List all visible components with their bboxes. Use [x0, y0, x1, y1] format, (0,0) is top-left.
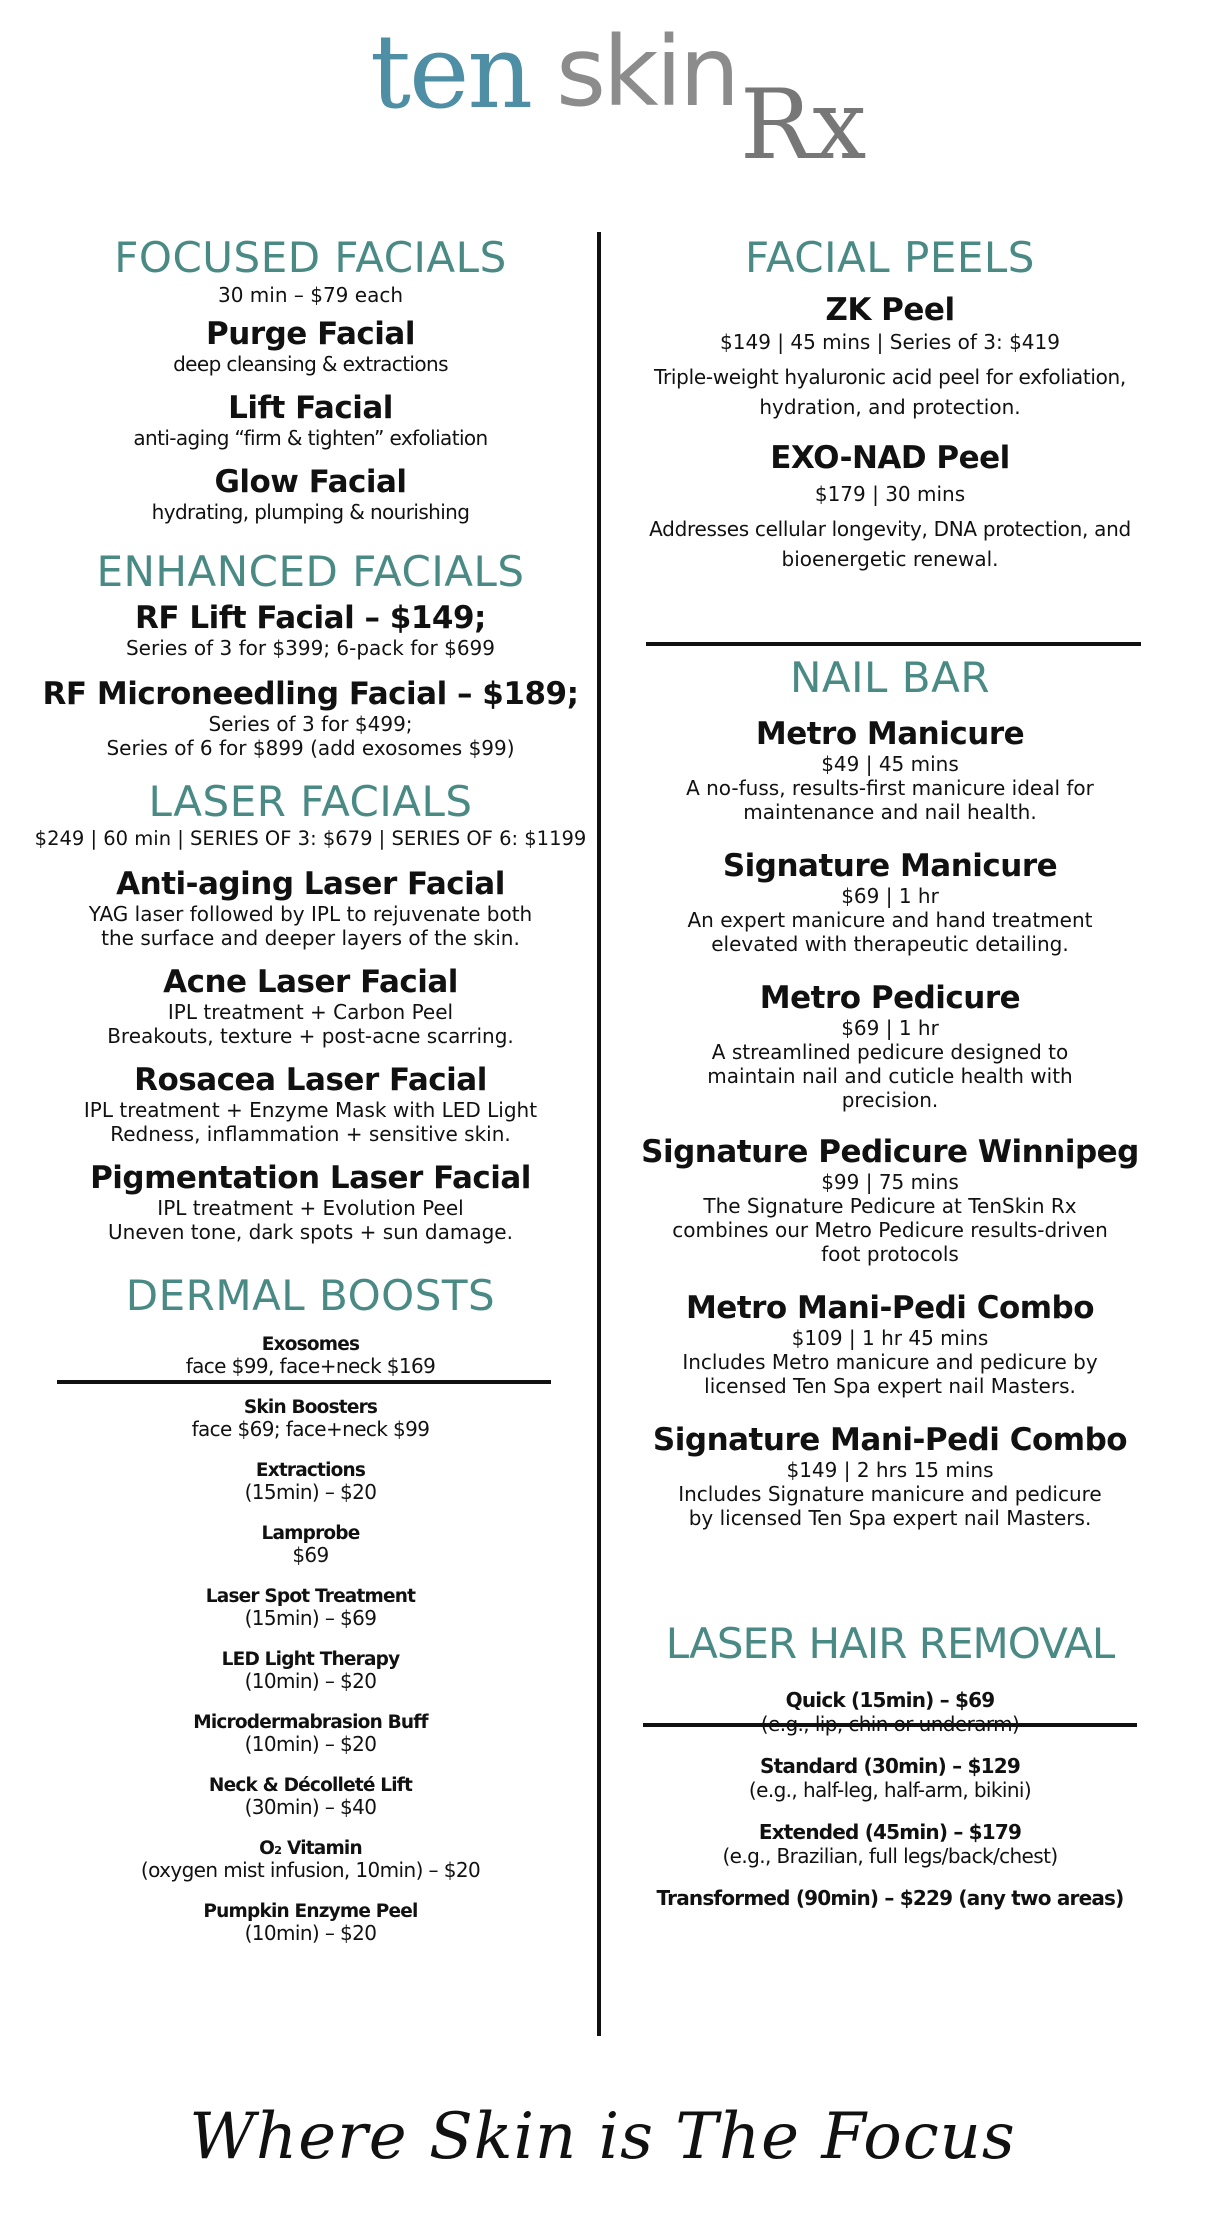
service-line: Addresses cellular longevity, DNA protection, and: [649, 517, 1131, 541]
service-desc: anti-aging “firm & tighten” exfoliation: [133, 426, 488, 450]
service-name: Signature Pedicure Winnipeg: [641, 1134, 1139, 1170]
service-name: Purge Facial: [206, 316, 415, 352]
service-name: Lift Facial: [228, 390, 393, 426]
lhr-item: [630, 1886, 1150, 1910]
service-name: Anti-aging Laser Facial: [116, 866, 505, 902]
lhr-detail: (e.g., lip, chin or underarm): [760, 1712, 1020, 1736]
service-item: [8, 600, 613, 660]
service-name: Signature Mani-Pedi Combo: [652, 1422, 1128, 1458]
service-line: IPL treatment + Enzyme Mask with LED Light: [83, 1098, 538, 1122]
service-line: IPL treatment + Carbon Peel: [167, 1000, 454, 1024]
service-line: $99 | 75 mins: [821, 1170, 959, 1194]
boost-name: Exosomes: [261, 1334, 360, 1355]
service-line: Series of 3 for $399; 6-pack for $699: [125, 636, 495, 660]
service-name: EXO-NAD Peel: [770, 440, 1010, 476]
boost-name: Pumpkin Enzyme Peel: [203, 1901, 418, 1922]
service-line: maintenance and nail health.: [743, 800, 1037, 824]
logo-rx: Rx: [740, 69, 867, 181]
service-line: Series of 3 for $499;: [208, 712, 413, 736]
service-desc: hydrating, plumping & nourishing: [151, 500, 470, 524]
service-name: Glow Facial: [214, 464, 407, 500]
service-line: $109 | 1 hr 45 mins: [791, 1326, 989, 1350]
boost-item: [8, 1523, 613, 1566]
service-line: combines our Metro Pedicure results-driven: [672, 1218, 1108, 1242]
service-name: RF Lift Facial – $149;: [135, 600, 486, 636]
lhr-name: Transformed (90min) – $229 (any two areas): [656, 1886, 1124, 1910]
section-title: FOCUSED FACIALS: [114, 233, 507, 282]
service-line: Redness, inflammation + sensitive skin.: [110, 1122, 511, 1146]
boost-name: Microdermabrasion Buff: [193, 1712, 428, 1733]
boost-item: [8, 1460, 613, 1503]
service-item: [8, 390, 613, 450]
peel-item: [630, 292, 1150, 422]
laser-hair-removal-section: [630, 1620, 1150, 1910]
boost-detail: (30min) – $40: [244, 1795, 377, 1819]
service-line: Includes Signature manicure and pedicure: [678, 1482, 1102, 1506]
left-column: [8, 232, 613, 1944]
service-line: A streamlined pedicure designed to: [711, 1040, 1069, 1064]
service-line: licensed Ten Spa expert nail Masters.: [704, 1374, 1076, 1398]
boost-item: [8, 1649, 613, 1692]
service-line: precision.: [841, 1088, 939, 1112]
laser-facials-section: [8, 778, 613, 1244]
service-line: $49 | 45 mins: [821, 752, 959, 776]
service-item: [8, 1062, 613, 1146]
boost-name: Neck & Décolleté Lift: [208, 1775, 413, 1796]
logo-ten: ten: [370, 13, 532, 132]
boost-item: [8, 1775, 613, 1818]
service-item: [8, 676, 613, 760]
service-name: Signature Manicure: [722, 848, 1058, 884]
service-line: $149 | 2 hrs 15 mins: [786, 1458, 994, 1482]
nail-item: [630, 1134, 1150, 1266]
boost-detail: (oxygen mist infusion, 10min) – $20: [140, 1858, 481, 1882]
service-line: the surface and deeper layers of the skin.: [101, 926, 520, 950]
service-item: [8, 316, 613, 376]
boost-item: [8, 1397, 613, 1440]
service-name: Rosacea Laser Facial: [134, 1062, 487, 1098]
nail-item: [630, 1290, 1150, 1398]
boost-name: O₂ Vitamin: [259, 1838, 362, 1859]
service-line: IPL treatment + Evolution Peel: [157, 1196, 464, 1220]
boost-item: [8, 1901, 613, 1944]
tenskin-logo: [370, 13, 867, 182]
right-column: [630, 232, 1150, 1910]
service-line: hydration, and protection.: [759, 395, 1021, 419]
nail-bar-section: [630, 654, 1150, 1530]
service-line: A no-fuss, results-first manicure ideal for: [686, 776, 1094, 800]
boost-detail: (15min) – $69: [244, 1606, 377, 1630]
boost-item: [8, 1334, 613, 1377]
section-title: NAIL BAR: [789, 653, 990, 702]
service-name: RF Microneedling Facial – $189;: [42, 676, 579, 712]
lhr-detail: (e.g., half-leg, half-arm, bikini): [748, 1778, 1032, 1802]
section-title: LASER FACIALS: [148, 777, 473, 826]
service-name: Metro Manicure: [755, 716, 1025, 752]
boost-detail: (10min) – $20: [244, 1732, 377, 1756]
boost-name: LED Light Therapy: [221, 1649, 400, 1670]
boost-detail: (15min) – $20: [244, 1480, 377, 1504]
facial-peels-section: [630, 234, 1150, 574]
nail-item: [630, 1422, 1150, 1530]
service-line: foot protocols: [821, 1242, 959, 1266]
lhr-name: Quick (15min) – $69: [785, 1688, 995, 1712]
section-title: ENHANCED FACIALS: [96, 547, 525, 596]
service-name: Metro Mani-Pedi Combo: [685, 1290, 1095, 1326]
boost-item: [8, 1712, 613, 1755]
service-line: Includes Metro manicure and pedicure by: [682, 1350, 1098, 1374]
boost-detail: face $99, face+neck $169: [185, 1354, 436, 1378]
lhr-item: [630, 1820, 1150, 1868]
boost-detail: (10min) – $20: [244, 1669, 377, 1693]
service-line: An expert manicure and hand treatment: [687, 908, 1093, 932]
focused-facials-section: [8, 234, 613, 524]
section-title: LASER HAIR REMOVAL: [665, 1619, 1115, 1668]
nail-item: [630, 848, 1150, 956]
service-line: elevated with therapeutic detailing.: [711, 932, 1069, 956]
service-name: Acne Laser Facial: [163, 964, 458, 1000]
lhr-item: [630, 1754, 1150, 1802]
service-item: [8, 464, 613, 524]
boost-item: [8, 1838, 613, 1881]
peel-item: [630, 440, 1150, 574]
tagline: Where Skin is The Focus: [189, 2100, 1016, 2174]
section-title: DERMAL BOOSTS: [125, 1271, 496, 1320]
service-line: Series of 6 for $899 (add exosomes $99): [106, 736, 515, 760]
section-subtitle: $249 | 60 min | SERIES OF 3: $679 | SERIES OF 6: $1199: [34, 827, 587, 850]
service-price: $179 | 30 mins: [814, 482, 966, 506]
boost-detail: face $69; face+neck $99: [191, 1417, 430, 1441]
logo-skin: skin: [556, 16, 738, 128]
service-line: YAG laser followed by IPL to rejuvenate both: [88, 902, 533, 926]
service-name: Pigmentation Laser Facial: [90, 1160, 531, 1196]
service-item: [8, 866, 613, 950]
service-line: $69 | 1 hr: [841, 884, 939, 908]
service-line: maintain nail and cuticle health with: [707, 1064, 1073, 1088]
service-price: $149 | 45 mins | Series of 3: $419: [720, 330, 1060, 354]
dermal-boosts-section: [8, 1272, 613, 1944]
lhr-name: Standard (30min) – $129: [760, 1754, 1020, 1778]
service-line: Uneven tone, dark spots + sun damage.: [108, 1220, 513, 1244]
service-line: Triple-weight hyaluronic acid peel for exfoliation,: [654, 365, 1126, 389]
boost-name: Extractions: [255, 1460, 366, 1481]
service-item: [8, 964, 613, 1048]
service-item: [8, 1160, 613, 1244]
boost-detail: (10min) – $20: [244, 1921, 377, 1945]
boost-detail: $69: [292, 1543, 329, 1567]
lhr-detail: (e.g., Brazilian, full legs/back/chest): [722, 1844, 1058, 1868]
enhanced-facials-section: [8, 548, 613, 760]
service-name: ZK Peel: [825, 292, 955, 328]
lhr-name: Extended (45min) – $179: [758, 1820, 1022, 1844]
service-line: bioenergetic renewal.: [781, 547, 999, 571]
section-title: FACIAL PEELS: [745, 233, 1035, 282]
service-name: Metro Pedicure: [759, 980, 1021, 1016]
nail-item: [630, 716, 1150, 824]
boost-name: Laser Spot Treatment: [205, 1586, 416, 1607]
section-subtitle: 30 min – $79 each: [218, 283, 403, 307]
lhr-item: [630, 1688, 1150, 1736]
boost-name: Lamprobe: [261, 1523, 360, 1544]
boost-item: [8, 1586, 613, 1629]
nail-item: [630, 980, 1150, 1112]
service-line: $69 | 1 hr: [841, 1016, 939, 1040]
boost-name: Skin Boosters: [243, 1397, 378, 1418]
service-line: by licensed Ten Spa expert nail Masters.: [688, 1506, 1092, 1530]
service-desc: deep cleansing & extractions: [173, 352, 448, 376]
service-line: Breakouts, texture + post-acne scarring.: [107, 1024, 514, 1048]
service-line: The Signature Pedicure at TenSkin Rx: [703, 1194, 1077, 1218]
